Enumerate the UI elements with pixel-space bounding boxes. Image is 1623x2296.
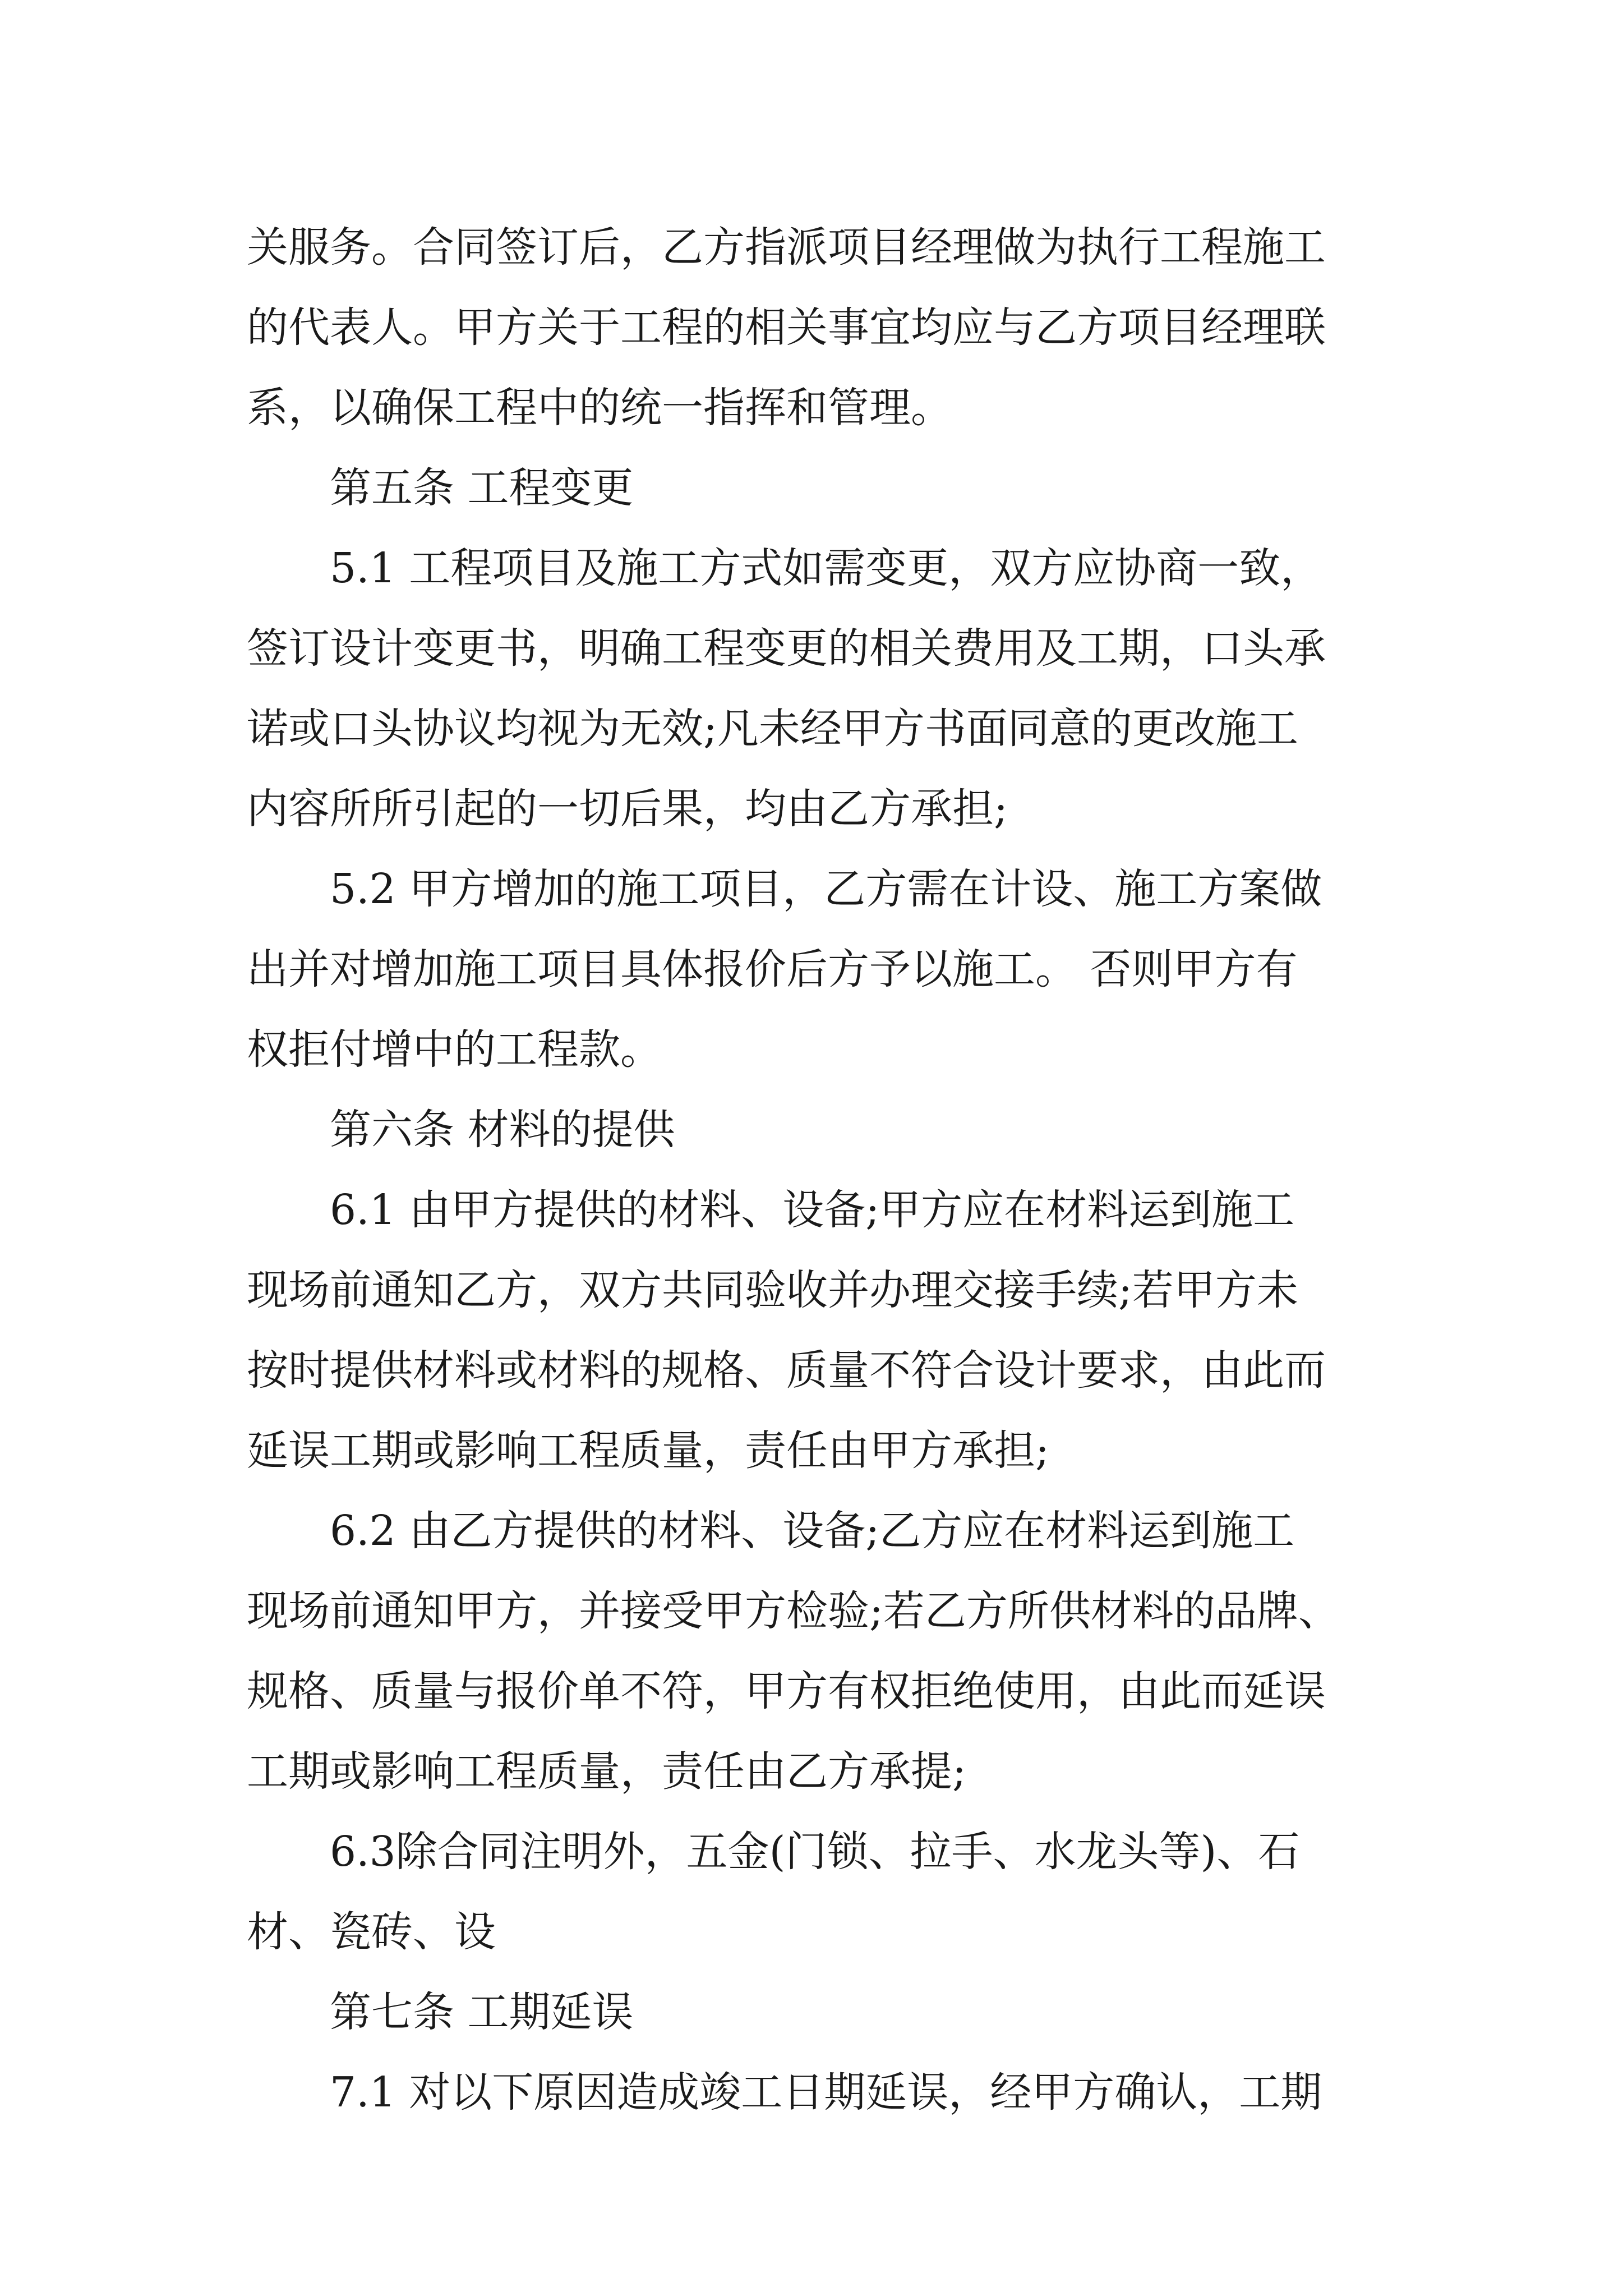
clause-6-1: 6.1 由甲方提供的材料、设备;甲方应在材料运到施工 现场前通知乙方，双方共同验收并办理交接手续;若甲方未 按时提供材料或材料的规格、质量不符合设计要求，由此而 延误工期或影响工程质量，责任由甲方承担; [247,1186,1326,1475]
clause-5-1: 5.1 工程项目及施工方式如需变更，双方应协商一致， 签订设计变更书，明确工程变更的相关费用及工期，口头承 诺或口头协议均视为无效;凡未经甲方书面同意的更改施工 内容所所引起的一切后果，均由乙方承担; [247,544,1326,833]
clause-5-2: 5.2 甲方增加的施工项目，乙方需在计设、施工方案做 出并对增加施工项目具体报价后方予以施工。 否则甲方有 权拒付增中的工程款。 [247,865,1322,1074]
clause-7-1: 7.1 对以下原因造成竣工日期延误，经甲方确认，工期 [247,2068,1322,2116]
clause-6-2: 6.2 由乙方提供的材料、设备;乙方应在材料运到施工 现场前通知甲方，并接受甲方检验;若乙方所供材料的品牌、 规格、质量与报价单不符，甲方有权拒绝使用，由此而延误 工期或影响工程质量，责任由乙方承提; [247,1507,1340,1796]
document-body [247,208,1391,2133]
clause-6-3: 6.3除合同注明外，五金(门锁、拉手、水龙头等)、石 材、瓷砖、设 [247,1828,1300,1956]
heading-article-5: 第五条 工程变更 [247,464,634,512]
heading-article-7: 第七条 工期延误 [247,1988,634,2036]
heading-article-6: 第六条 材料的提供 [247,1106,675,1154]
paragraph-intro-continued: 关服务。合同签订后，乙方指派项目经理做为执行工程施工 的代表人。甲方关于工程的相关事宜均应与乙方项目经理联 系，以确保工程中的统一指挥和管理。 [247,223,1326,432]
